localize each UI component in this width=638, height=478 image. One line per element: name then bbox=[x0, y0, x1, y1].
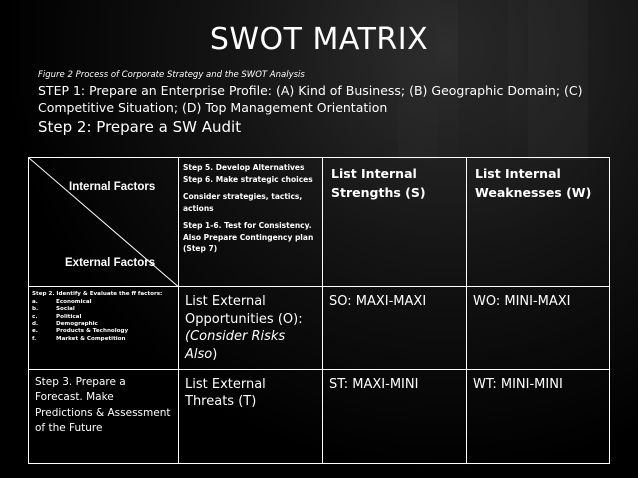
factors-list bbox=[32, 299, 175, 343]
figure-caption: Figure 2 Process of Corporate Strategy and the SWOT Analysis bbox=[38, 70, 305, 80]
step2-text: Step 2: Prepare a SW Audit bbox=[38, 118, 242, 136]
forecast-cell bbox=[29, 369, 179, 463]
corner-cell bbox=[29, 158, 179, 287]
strengths-header: List Internal Strengths (S) bbox=[331, 166, 426, 200]
weaknesses-header: List Internal Weaknesses (W) bbox=[475, 166, 592, 200]
slide-title: SWOT MATRIX bbox=[209, 22, 429, 57]
wo-cell bbox=[467, 287, 610, 369]
swot-matrix-table bbox=[28, 157, 610, 464]
consistency-text: Step 1-6. Test for Consistency. Also Prepare Contingency plan (Step 7) bbox=[183, 221, 314, 253]
threats-cell bbox=[179, 369, 323, 463]
internal-factors-label: Internal Factors bbox=[69, 181, 156, 193]
wo-text: WO: MINI-MAXI bbox=[473, 294, 571, 310]
steps-cell bbox=[179, 158, 323, 287]
st-cell bbox=[323, 369, 467, 463]
strengths-header-cell bbox=[323, 158, 467, 287]
st-text: ST: MAXI-MINI bbox=[329, 376, 419, 392]
forecast-text: Step 3. Prepare a Forecast. Make Predictions & Assessment of the Future bbox=[35, 375, 171, 435]
factor-item: d. Demographic bbox=[32, 321, 98, 328]
factor-item: c. Political bbox=[32, 313, 82, 320]
factor-item: e. Products & Technology bbox=[32, 328, 129, 335]
step5-6-text: Step 5. Develop Alternatives Step 6. Make strategic choices bbox=[183, 163, 313, 184]
threats-text: List External Threats (T) bbox=[185, 376, 266, 410]
external-factors-label: External Factors bbox=[65, 257, 156, 269]
wt-text: WT: MINI-MINI bbox=[473, 376, 563, 392]
identify-factors-cell bbox=[29, 287, 179, 369]
weaknesses-header-cell bbox=[467, 158, 610, 287]
consider-text: Consider strategies, tactics, actions bbox=[183, 192, 303, 213]
opportunities-cell bbox=[179, 287, 323, 369]
factor-item: f. Market & Competition bbox=[32, 335, 126, 342]
so-cell bbox=[323, 287, 467, 369]
factor-item: a. Economical bbox=[32, 298, 92, 305]
identify-title: Step 2. Identify & Evaluate the ff factors: bbox=[32, 291, 163, 298]
opportunities-text: List External Opportunities (O): (Consider Risks Also) bbox=[185, 294, 303, 362]
so-text: SO: MAXI-MAXI bbox=[329, 294, 427, 310]
factor-item: b. Social bbox=[32, 306, 75, 313]
step1-text: STEP 1: Prepare an Enterprise Profile: (A) Kind of Business; (B) Geographic Domain; (C) Competitive Situation; (D) Top Management Orientation bbox=[38, 83, 583, 115]
wt-cell bbox=[467, 369, 610, 463]
